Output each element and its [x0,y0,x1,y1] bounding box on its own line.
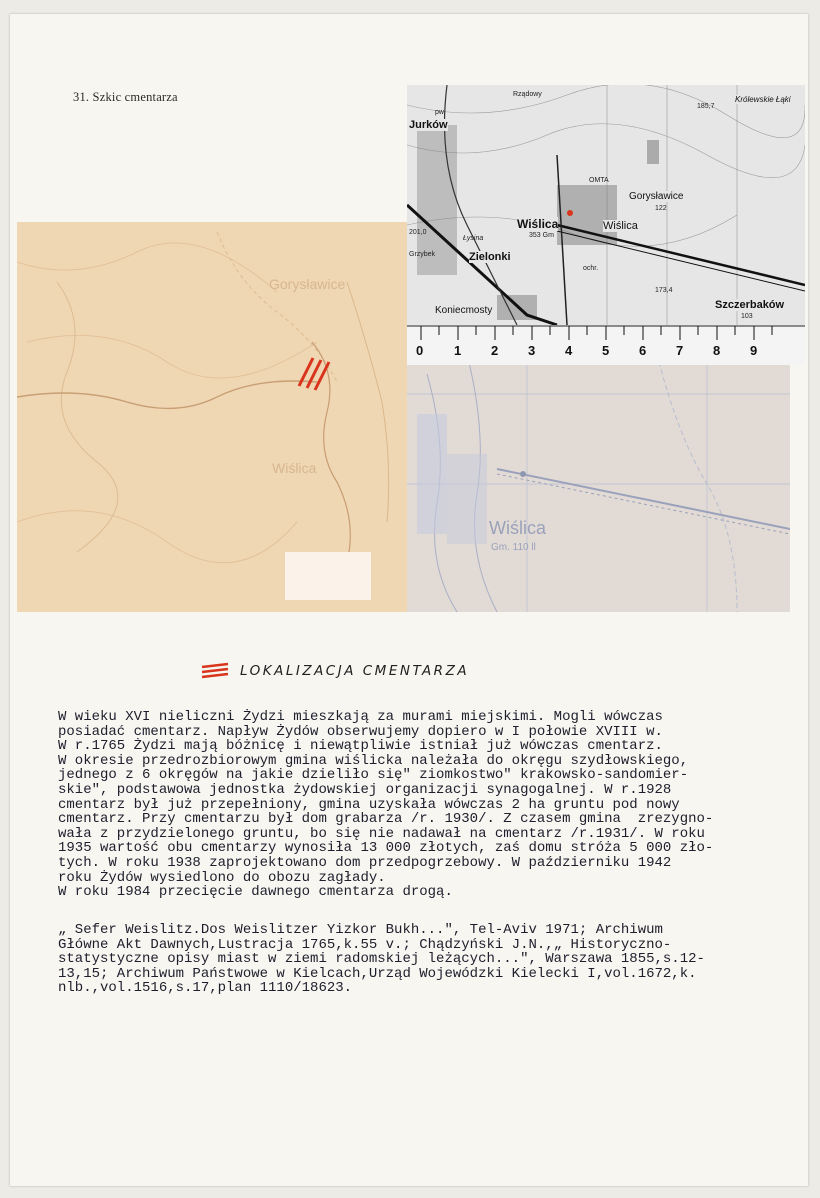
topo-label: 201,0 [409,229,427,236]
ruler-number: 0 [416,343,424,358]
body-line: posiadać cmentarz. Napływ Żydów obserwujemy dopiero w I połowie XVIII w. [58,723,663,740]
map-label-goryslawice: Gorysławice [269,276,346,292]
faint-map-label-gm: Gm. 110 ll [491,542,536,553]
body-line: cmentarz był już przepełniony, gmina uzyskała wówczas 2 ha gruntu pod nowy [58,796,680,813]
cemetery-location-marker [295,352,335,392]
topo-label: 122 [655,205,667,212]
body-line: jednego z 6 okręgów na jakie dzieliło się" ziomkostwo" krakowsko-sandomier- [58,767,689,784]
sketch-map-faint-graphic [407,354,790,612]
body-line: cmentarz. Przy cmentarzu był dom grabarza /r. 1930/. Z czasem gmina zrezygno- [58,811,714,828]
reference-line: statystyczne opisy miast w ziemi radomskiej leżących...", Warszawa 1855,s.12- [58,951,705,968]
body-line: skie", podstawowa jednostka żydowskiej organizacji synagogalnej. W r.1928 [58,781,672,798]
topo-label: Jurków [409,119,448,131]
body-line: W r.1765 Żydzi mają bóżnicę i niewątpliwie istniał już wówczas cmentarz. [58,738,663,755]
ruler-number: 1 [454,343,462,358]
ruler-number: 5 [602,343,610,358]
ruler-number: 8 [713,343,721,358]
topo-label: pw. [435,109,446,116]
topo-label: 185,7 [697,103,715,110]
topo-label: Gorysławice [629,191,684,202]
reference-line: nlb.,vol.1516,s.17,plan 1110/18623. [58,980,353,997]
ruler-number: 2 [491,343,499,358]
topo-label: Koniecmosty [435,305,493,316]
topo-label: 173,4 [655,287,673,294]
ruler-number: 6 [639,343,647,358]
topo-label: Wiślica [603,220,638,232]
topo-label: Wiślica [517,217,559,231]
body-line: tych. W roku 1938 zaprojektowano dom przedpogrzebowy. W październiku 1942 [58,854,672,871]
sketch-map-faint [407,354,790,612]
ruler-number: 9 [750,343,758,358]
ruler-number: 4 [565,343,573,358]
body-line: W roku 1984 przecięcie dawnego cmentarza drogą. [58,884,453,901]
body-text [58,710,820,900]
sketch-map-left-graphic [17,222,409,612]
topo-label: Królewskie Łąki [735,95,791,104]
legend-heading-text: LOKALIZACJA CMENTARZA [240,663,470,679]
topo-label: Rządowy [513,91,542,98]
reference-line: 13,15; Archiwum Państwowe w Kielcach,Urząd Wojewódzki Kielecki I,vol.1672,k. [58,965,697,982]
reference-line: Główne Akt Dawnych,Lustracja 1765,k.55 v.; Chądzyński J.N.,„ Historyczno- [58,936,672,953]
topo-label: 103 [741,313,753,320]
topo-label: Łysina [463,235,484,242]
body-line: roku Żydów wysiedlono do obozu zagłady. [58,869,386,886]
figure-caption: 31. Szkic cmentarza [73,90,178,104]
body-line: W okresie przedrozbiorowym gmina wiślicka należała do okręgu szydłowskiego, [58,752,689,769]
body-line: 1935 wartość obu cmentarzy wynosiła 13 000 złotych, zaś domu stróża 5 000 zło- [58,840,714,857]
topo-label: OMTA [589,177,609,184]
topo-label: Szczerbaków [715,299,785,311]
body-line: wała z przydzielonego gruntu, bo się nie nadawał na cmentarz /r.1931/. W roku [58,825,705,842]
topo-label: Zielonki [469,251,511,263]
legend-red-marker [200,661,230,681]
body-line: W wieku XVI nieliczni Żydzi mieszkają za murami miejskimi. Mogli wówczas [58,709,663,725]
ruler-number: 7 [676,343,684,358]
topo-label: 353 Gm [529,232,554,239]
document-page [10,14,808,1186]
topo-label: Grzybek [409,251,436,258]
map-label-wislica: Wiślica [272,460,317,476]
references [58,923,820,996]
ruler-number: 3 [528,343,536,358]
topographic-map [407,85,805,365]
sketch-map-left [17,222,409,612]
reference-line: „ Sefer Weislitz.Dos Weislitzer Yizkor Bukh...", Tel-Aviv 1971; Archiwum [58,922,663,938]
faint-map-label-wislica: Wiślica [489,518,546,538]
legend-heading [200,661,469,681]
topo-label: ochr. [583,265,599,272]
